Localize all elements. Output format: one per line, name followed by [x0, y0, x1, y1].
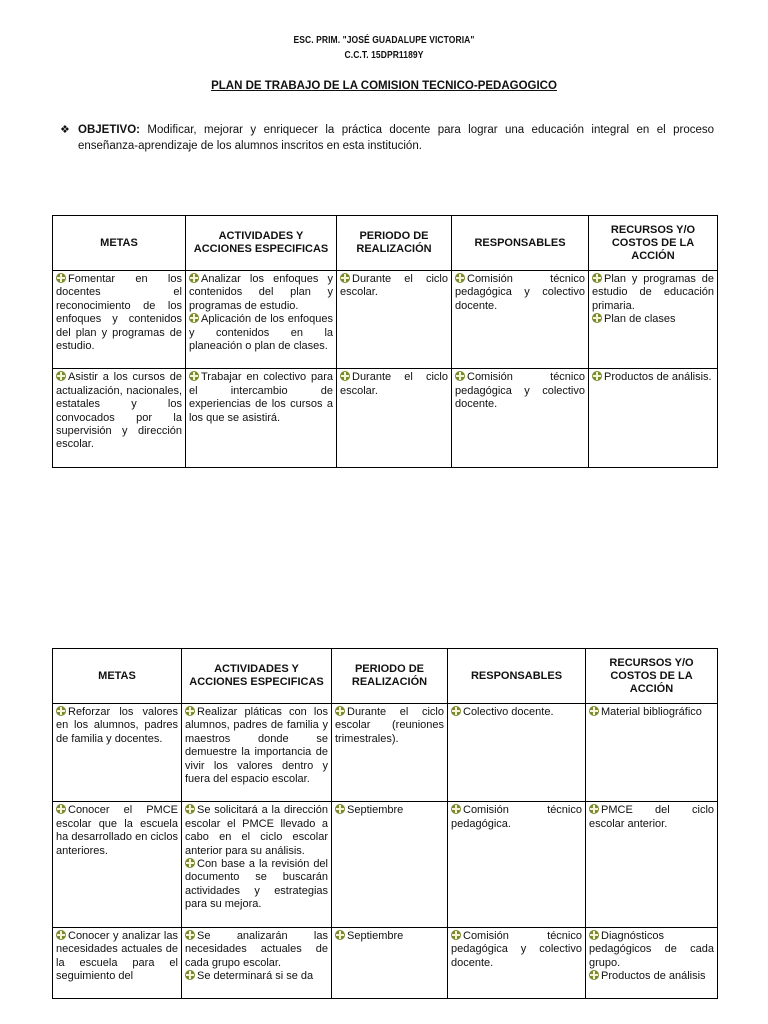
bullet-text: Comisión técnico pedagógica. [451, 804, 582, 830]
cell-responsables [448, 802, 586, 927]
green-bullet-icon [189, 273, 199, 283]
bullet-text: Comisión técnico pedagógica y colectivo docente. [451, 929, 582, 969]
green-bullet-icon [589, 930, 599, 940]
cell-metas [53, 704, 182, 802]
bullet-item [340, 273, 448, 300]
cell-actividades [182, 927, 332, 999]
bullet-item [589, 804, 714, 831]
bullet-item [335, 930, 444, 943]
green-bullet-icon [589, 706, 599, 716]
cell-metas [53, 271, 186, 369]
bullet-text: Plan de clases [604, 313, 676, 326]
cell-actividades [186, 369, 337, 467]
table-row [53, 704, 718, 802]
column-header-periodo: PERIODO DE REALIZACIÓN [332, 649, 448, 704]
bullet-item [56, 371, 182, 451]
green-bullet-icon [592, 313, 602, 323]
green-bullet-icon [451, 706, 461, 716]
table-header-row [53, 216, 718, 271]
school-cct: C.C.T. 15DPR1189Y [344, 50, 424, 61]
bullet-text: Productos de análisis [601, 969, 706, 982]
diamond-bullet-icon: ❖ [60, 124, 70, 136]
bullet-item [56, 273, 182, 353]
bullet-item [56, 804, 178, 858]
table-row [53, 271, 718, 369]
table-row [53, 802, 718, 927]
bullet-text: Conocer el PMCE escolar que la escuela ha desarrollado en ciclos anteriores. [56, 804, 178, 857]
green-bullet-icon [335, 804, 345, 814]
bullet-text: Comisión técnico pedagógica y colectivo docente. [455, 371, 585, 411]
bullet-item [589, 970, 714, 983]
green-bullet-icon [589, 970, 599, 980]
green-bullet-icon [56, 371, 66, 381]
green-bullet-icon [189, 313, 199, 323]
bullet-item [189, 371, 333, 425]
bullet-item [592, 313, 714, 326]
bullet-text: Durante el ciclo escolar (reuniones trimestrales). [335, 706, 444, 745]
bullet-text: Se solicitará a la dirección escolar el PMCE llevado a cabo en el ciclo escolar anterior para su análisis. [185, 804, 328, 857]
bullet-item [589, 930, 714, 970]
bullet-text: Septiembre [347, 804, 404, 817]
bullet-text: Productos de análisis. [604, 371, 712, 384]
bullet-item [340, 371, 448, 398]
objective-label: OBJETIVO: [78, 124, 140, 136]
column-header-metas: METAS [53, 649, 182, 704]
cell-recursos [589, 271, 718, 369]
bullet-text: Septiembre [347, 929, 404, 942]
column-header-periodo: PERIODO DE REALIZACIÓN [337, 216, 452, 271]
green-bullet-icon [56, 273, 66, 283]
cell-periodo [332, 927, 448, 999]
bullet-text: Conocer y analizar las necesidades actuales de la escuela para el seguimiento del [56, 929, 178, 982]
bullet-text: Diagnósticos pedagógicos de cada grupo. [589, 929, 714, 969]
cell-actividades [182, 802, 332, 927]
cell-responsables [448, 704, 586, 802]
plan-table-1 [52, 215, 718, 468]
bullet-text: Se analizarán las necesidades actuales de cada grupo escolar. [185, 929, 328, 969]
bullet-text: Analizar los enfoques y contenidos del plan y programas de estudio. [189, 273, 333, 312]
bullet-item [56, 706, 178, 746]
objective-paragraph [60, 122, 715, 154]
bullet-text: Comisión técnico pedagógica y colectivo docente. [455, 273, 585, 312]
bullet-text: Durante el ciclo escolar. [340, 273, 448, 299]
bullet-item [185, 706, 328, 786]
column-header-metas: METAS [53, 216, 186, 271]
bullet-text: PMCE del ciclo escolar anterior. [589, 804, 714, 830]
green-bullet-icon [335, 930, 345, 940]
plan-table-2 [52, 648, 718, 999]
cell-recursos [586, 802, 718, 927]
green-bullet-icon [185, 706, 195, 716]
green-bullet-icon [185, 804, 195, 814]
bullet-item [455, 371, 585, 411]
bullet-text: Asistir a los cursos de actualización, nacionales, estatales y los convocados por la supervisión y dirección escolar. [56, 371, 182, 451]
school-name: ESC. PRIM. "JOSÉ GUADALUPE VICTORIA" [293, 35, 475, 46]
column-header-responsables: RESPONSABLES [448, 649, 586, 704]
green-bullet-icon [56, 930, 66, 940]
cell-responsables [452, 369, 589, 467]
cell-metas [53, 802, 182, 927]
bullet-text: Plan y programas de estudio de educación primaria. [592, 273, 714, 312]
column-header-responsables: RESPONSABLES [452, 216, 589, 271]
bullet-item [455, 273, 585, 313]
bullet-text: Reforzar los valores en los alumnos, padres de familia y docentes. [56, 706, 178, 745]
green-bullet-icon [185, 858, 195, 868]
green-bullet-icon [455, 273, 465, 283]
cell-responsables [448, 927, 586, 999]
bullet-item [589, 706, 714, 719]
bullet-text: Se determinará si se da [197, 969, 314, 982]
green-bullet-icon [592, 371, 602, 381]
bullet-item [592, 273, 714, 313]
bullet-item [185, 858, 328, 912]
bullet-item [189, 313, 333, 353]
cell-periodo [332, 704, 448, 802]
cell-recursos [586, 704, 718, 802]
bullet-text: Fomentar en los docentes el reconocimiento de los enfoques y contenidos del plan y programas de estudio. [56, 273, 182, 353]
bullet-item [56, 930, 178, 984]
green-bullet-icon [589, 804, 599, 814]
column-header-actividades: ACTIVIDADES Y ACCIONES ESPECIFICAS [186, 216, 337, 271]
bullet-text: Colectivo docente. [463, 706, 554, 718]
bullet-item [335, 804, 444, 817]
green-bullet-icon [189, 371, 199, 381]
green-bullet-icon [185, 970, 195, 980]
bullet-item [451, 930, 582, 970]
table-header-row [53, 649, 718, 704]
green-bullet-icon [56, 706, 66, 716]
bullet-text: Material bibliográfico [601, 706, 702, 718]
cell-metas [53, 927, 182, 999]
bullet-item [185, 970, 328, 983]
table-row [53, 369, 718, 467]
bullet-item [451, 804, 582, 831]
green-bullet-icon [451, 804, 461, 814]
cell-actividades [186, 271, 337, 369]
cell-metas [53, 369, 186, 467]
table-body [53, 271, 718, 468]
column-header-recursos: RECURSOS Y/O COSTOS DE LA ACCIÓN [586, 649, 718, 704]
bullet-item [451, 706, 582, 719]
green-bullet-icon [451, 930, 461, 940]
column-header-recursos: RECURSOS Y/O COSTOS DE LA ACCIÓN [589, 216, 718, 271]
green-bullet-icon [592, 273, 602, 283]
cell-recursos [589, 369, 718, 467]
cell-responsables [452, 271, 589, 369]
bullet-item [189, 273, 333, 313]
objective-text: Modificar, mejorar y enriquecer la práctica docente para lograr una educación integral en el proceso enseñanza-aprendizaje de los alumnos inscritos en esta institución. [78, 124, 715, 152]
cell-periodo [337, 271, 452, 369]
cell-periodo [337, 369, 452, 467]
bullet-item [185, 804, 328, 858]
bullet-text: Con base a la revisión del documento se buscarán actividades y estrategias para su mejora. [185, 858, 328, 911]
page-title-text: PLAN DE TRABAJO DE LA COMISION TECNICO-PEDAGOGICO [211, 80, 557, 92]
table-row [53, 927, 718, 999]
bullet-text: Aplicación de los enfoques y contenidos en la planeación o plan de clases. [189, 313, 333, 353]
bullet-text: Realizar pláticas con los alumnos, padres de familia y maestros donde se demuestre la importancia de vivir los valores dentro y fuera del espacio escolar. [185, 706, 328, 786]
green-bullet-icon [455, 371, 465, 381]
page-title [0, 80, 768, 92]
green-bullet-icon [340, 371, 350, 381]
bullet-text: Trabajar en colectivo para el intercambio de experiencias de los cursos a los que se asistirá. [189, 371, 333, 424]
bullet-item [185, 930, 328, 970]
cell-periodo [332, 802, 448, 927]
bullet-item [335, 706, 444, 746]
cell-actividades [182, 704, 332, 802]
bullet-text: Durante el ciclo escolar. [340, 371, 448, 397]
green-bullet-icon [185, 930, 195, 940]
table-body [53, 704, 718, 999]
cell-recursos [586, 927, 718, 999]
green-bullet-icon [56, 804, 66, 814]
green-bullet-icon [340, 273, 350, 283]
column-header-actividades: ACTIVIDADES Y ACCIONES ESPECIFICAS [182, 649, 332, 704]
bullet-item [592, 371, 714, 384]
green-bullet-icon [335, 706, 345, 716]
